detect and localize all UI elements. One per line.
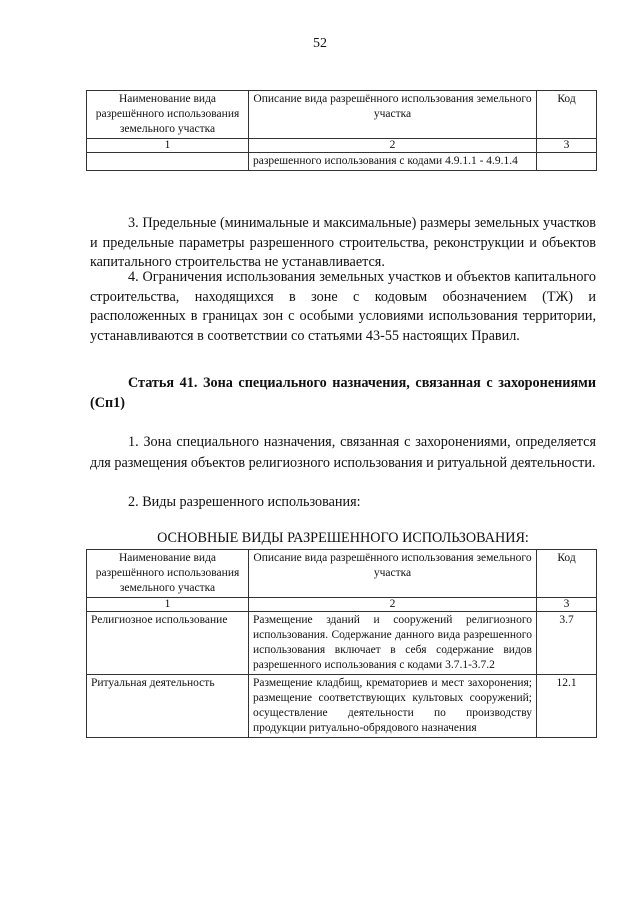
zoning-table-continued (86, 90, 597, 171)
cell-name: Религиозное использование (87, 612, 249, 675)
header-description: Описание вида разрешённого использования земельного участка (249, 550, 537, 598)
paragraph-3: 3. Предельные (минимальные и максимальные) размеры земельных участков и предельные параметры разрешенного строительства, реконструкции и объектов капитального строительства не устанавливается. (90, 215, 596, 270)
column-number: 3 (537, 139, 597, 153)
header-code: Код (537, 550, 597, 598)
cell-code (537, 153, 597, 171)
column-number-row (87, 139, 597, 153)
description-line: осуществление деятельности по производству продукции ритуально-обрядового назначения (253, 707, 532, 734)
column-number: 1 (87, 598, 249, 612)
table-row (87, 153, 597, 171)
cell-code: 3.7 (537, 612, 597, 675)
column-number: 2 (249, 598, 537, 612)
cell-name (87, 153, 249, 171)
article-paragraph-1: 1. Зона специального назначения, связанная с захоронениями, определяется для размещения объектов религиозного использования и ритуальной деятельности. (90, 434, 596, 471)
table-header-row (87, 550, 597, 598)
cell-description: разрешенного использования с кодами 4.9.1.1 - 4.9.1.4 (249, 153, 537, 171)
cell-code: 12.1 (537, 675, 597, 738)
page-number: 52 (313, 36, 327, 51)
description-line: размещение соответствующих культовых сооружений; (253, 692, 532, 704)
permitted-uses-table (86, 549, 597, 738)
cell-name: Ритуальная деятельность (87, 675, 249, 738)
column-number: 2 (249, 139, 537, 153)
table-row (87, 612, 597, 675)
paragraph-4: 4. Ограничения использования земельных участков и объектов капитального строительства, находящихся в зоне с кодовым обозначением (ТЖ) и расположенных в границах зон с особыми условиями использования территории, устанавливаются в соответствии со статьями 43-55 настоящих Правил. (90, 269, 596, 344)
cell-description (249, 675, 537, 738)
cell-description: Размещение зданий и сооружений религиозного использования. Содержание данного вида разрешенного использования включает в себя содержание видов разрешенного использования с кодами 3.7.1-3.7.2 (249, 612, 537, 675)
article-heading: Статья 41. Зона специального назначения, связанная с захоронениями (Сп1) (90, 375, 596, 411)
header-description: Описание вида разрешённого использования земельного участка (249, 91, 537, 139)
header-name-of-use: Наименование вида разрешённого использования земельного участка (87, 550, 249, 598)
description-line: Размещение кладбищ, крематориев и мест захоронения; (253, 677, 532, 689)
column-number-row (87, 598, 597, 612)
header-name-of-use: Наименование вида разрешённого использования земельного участка (87, 91, 249, 139)
section-title: ОСНОВНЫЕ ВИДЫ РАЗРЕШЕННОГО ИСПОЛЬЗОВАНИЯ: (157, 530, 529, 546)
header-code: Код (537, 91, 597, 139)
column-number: 1 (87, 139, 249, 153)
table-row (87, 675, 597, 738)
column-number: 3 (537, 598, 597, 612)
table-header-row (87, 91, 597, 139)
article-paragraph-2: 2. Виды разрешенного использования: (128, 494, 361, 510)
